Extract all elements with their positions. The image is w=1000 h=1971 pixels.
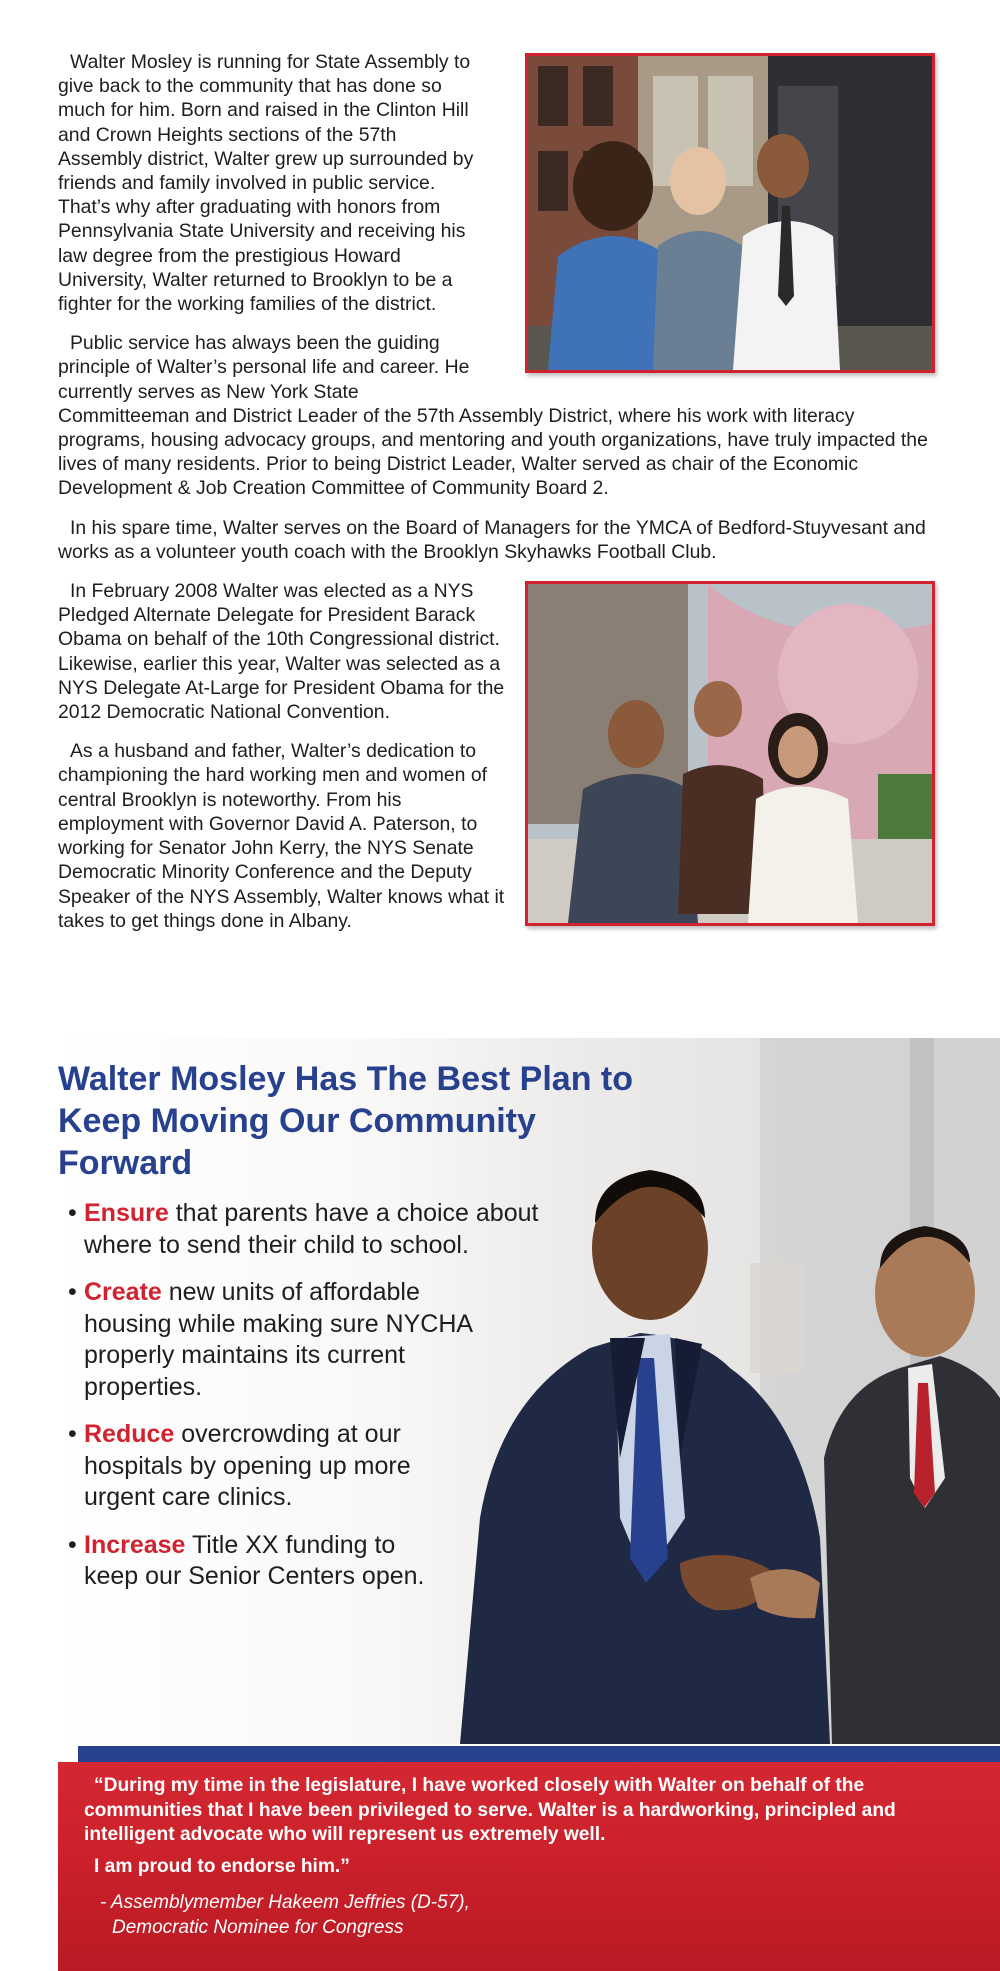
plan-item — [68, 1198, 578, 1261]
plan-item-text: Title XX funding to keep our Senior Centers open. — [84, 1530, 425, 1590]
bio-paragraph: Walter Mosley is running for State Assembly to give back to the community that has done so much for him. Born and raised in the Clinton Hill and Crown Heights sections of the 57th Assembly district, Walter grew up surrounded by friends and family involved in public service. That’s why after graduating with honors from Pennsylvania State University and receiving his law degree from the prestigious Howard University, Walter returned to Brooklyn to be a fighter for the working families of the district. — [58, 51, 474, 316]
quote-attribution — [100, 1890, 970, 1940]
bullet-icon: • — [68, 1530, 77, 1559]
biography-section — [58, 50, 935, 948]
plan-title: Walter Mosley Has The Best Plan to Keep Moving Our Community Forward — [58, 1060, 633, 1182]
plan-item-verb: Reduce — [84, 1420, 175, 1448]
bio-paragraph: As a husband and father, Walter’s dedication to championing the hard working men and women of central Brooklyn is noteworthy. From his employment with Governor David A. Paterson, to working for Senator John Kerry, the NYS Senate Democratic Minority Conference and the Deputy Speaker of the NYS Assembly, Walter knows what it takes to get things done in Albany. — [58, 740, 505, 932]
family-photo-illustration — [528, 584, 932, 923]
bullet-icon: • — [68, 1278, 77, 1306]
plan-item-verb: Create — [84, 1278, 162, 1306]
plan-item-text: overcrowding at our hospitals by opening up more urgent care clinics. — [84, 1420, 411, 1511]
plan-bullet-list — [68, 1198, 578, 1609]
plan-item-verb: Increase — [84, 1530, 186, 1559]
attribution-line: Democratic Nominee for Congress — [112, 1916, 404, 1938]
endorsement-quote — [58, 1762, 1000, 1971]
bio-paragraph: In his spare time, Walter serves on the Board of Managers for the YMCA of Bedford-Stuyvesant and works as a volunteer youth coach with the Brooklyn Skyhawks Football Club. — [58, 516, 926, 563]
bullet-icon: • — [68, 1199, 77, 1227]
quote-endorsement: I am proud to endorse him.” — [94, 1855, 350, 1877]
plan-item — [68, 1277, 578, 1403]
bio-paragraph: Public service has always been the guiding principle of Walter’s personal life and career. He currently serves as New York State Committeeman and District Leader of the 57th Assembly District, where his work with literacy programs, housing advocacy groups, and mentoring and youth organizations, have truly impacted the lives of many residents. Prior to being District Leader, Walter served as chair of the Economic Development & Job Creation Committee of Community Board 2. — [58, 332, 928, 500]
divider-bar — [78, 1746, 1000, 1762]
plan-item — [68, 1419, 578, 1514]
plan-section — [58, 1038, 1000, 1744]
bio-paragraph: In February 2008 Walter was elected as a NYS Pledged Alternate Delegate for President Barack Obama on behalf of the 10th Congressional district. Likewise, earlier this year, Walter was selected as a NYS Delegate At-Large for President Obama for the 2012 Democratic National Convention. — [58, 580, 505, 724]
attribution-line: - Assemblymember Hakeem Jeffries (D-57), — [100, 1891, 470, 1913]
plan-item-text: that parents have a choice about where to send their child to school. — [84, 1199, 539, 1259]
quote-text: “During my time in the legislature, I have worked closely with Walter on behalf of the communities that I have been privileged to serve. Walter is a hardworking, principled and intelligent advocate who will represent us extremely well. — [84, 1775, 896, 1845]
plan-item — [68, 1530, 578, 1593]
photo-family — [525, 581, 935, 926]
plan-item-verb: Ensure — [84, 1199, 169, 1227]
bullet-icon: • — [68, 1420, 77, 1448]
plan-item-text: new units of affordable housing while making sure NYCHA properly maintains its current properties. — [84, 1278, 472, 1401]
street-photo-illustration — [528, 56, 932, 370]
photo-canvassing-street — [525, 53, 935, 373]
